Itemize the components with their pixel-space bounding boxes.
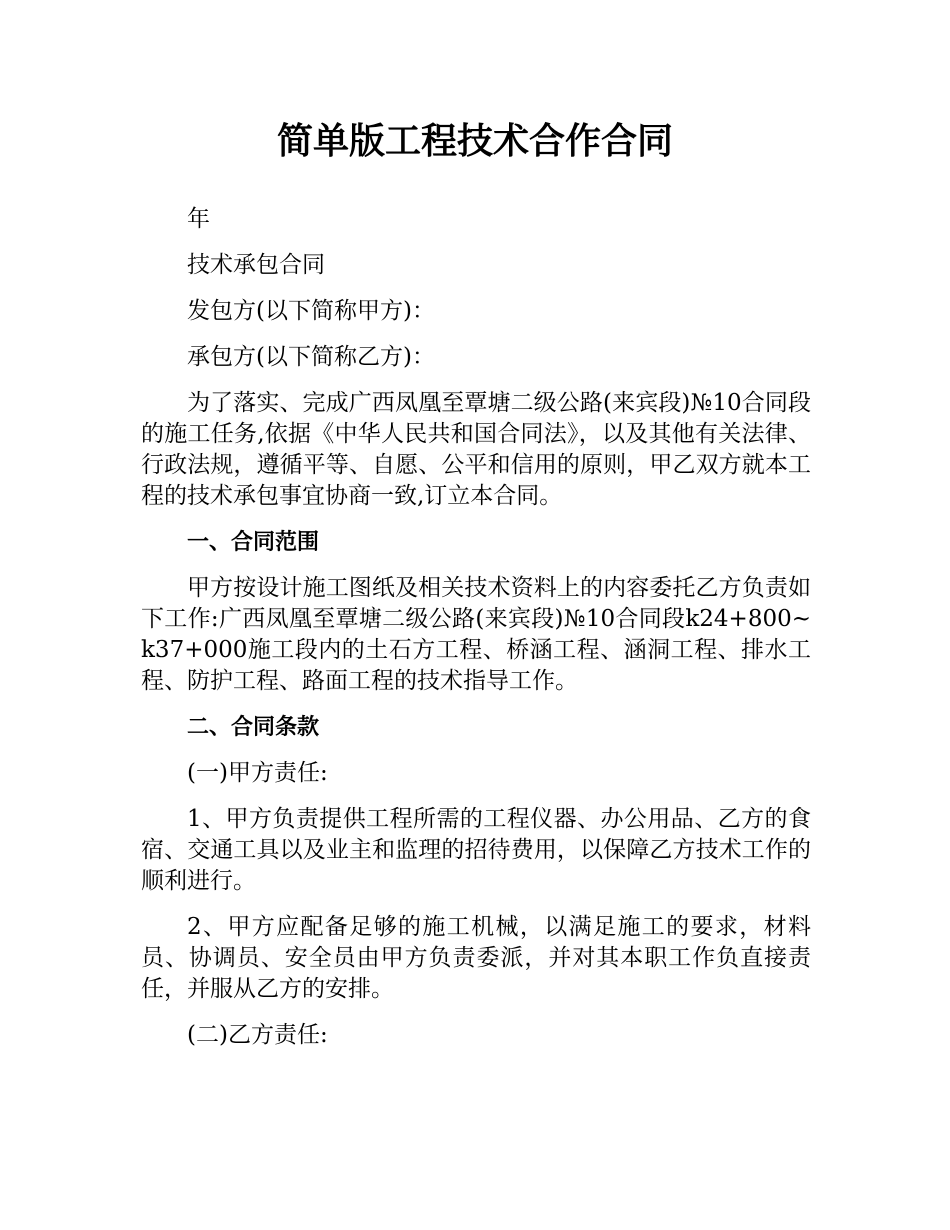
section-heading-terms: 二、合同条款 (187, 715, 320, 740)
section-heading-scope: 一、合同范围 (187, 530, 320, 555)
document-title: 简单版工程技术合作合同 (276, 121, 673, 162)
preamble-paragraph: 为了落实、完成广西凤凰至覃塘二级公路(来宾段)№10合同段的施工任务,依据《中华人民共和国合同法》，以及其他有关法律、行政法规，遵循平等、自愿、公平和信用的原则，甲乙双方就本工程的技术承包事宜协商一致,订立本合同。 (141, 390, 811, 509)
party-a-duty-1: 1、甲方负责提供工程所需的工程仪器、办公用品、乙方的食宿、交通工具以及业主和监理的招待费用，以保障乙方技术工作的顺利进行。 (141, 806, 811, 894)
year-line: 年 (187, 206, 210, 232)
party-b-duties-heading: (二)乙方责任: (187, 1022, 328, 1048)
party-b-line: 承包方(以下简称乙方)： (187, 344, 435, 370)
scope-paragraph: 甲方按设计施工图纸及相关技术资料上的内容委托乙方负责如下工作:广西凤凰至覃塘二级公路(来宾段)№10合同段k24+800~k37+000施工段内的土石方工程、桥涵工程、涵洞工程、排水工程、防护工程、路面工程的技术指导工作。 (141, 575, 811, 694)
document-body (141, 200, 811, 1051)
party-a-duties-heading: (一)甲方责任: (187, 760, 328, 786)
party-a-line: 发包方(以下简称甲方)： (187, 298, 435, 324)
contract-subtitle: 技术承包合同 (187, 252, 325, 278)
party-a-duty-2: 2、甲方应配备足够的施工机械，以满足施工的要求，材料员、协调员、安全员由甲方负责委派，并对其本职工作负直接责任，并服从乙方的安排。 (141, 914, 811, 1002)
